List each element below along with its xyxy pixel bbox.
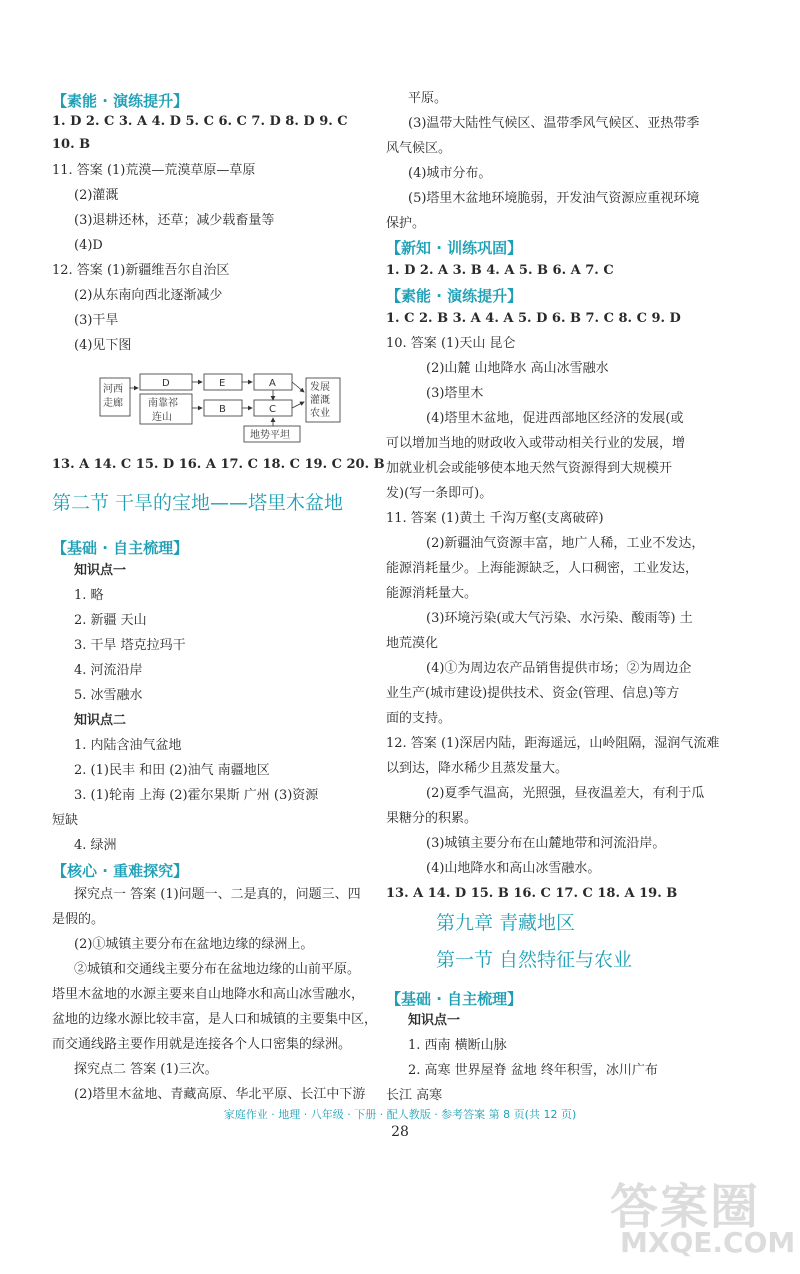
answer-line: 长江 高寒 [386, 1088, 443, 1103]
answer-line: (2)夏季气温高，光照强，昼夜温差大，有利于瓜 [426, 786, 705, 801]
answer-line: (3)退耕还林，还草；减少载畜量等 [74, 213, 275, 228]
box-label: 河西 [103, 384, 123, 395]
answer-line: 可以增加当地的财政收入或带动相关行业的发展，增 [386, 436, 686, 451]
answer-line: 探究点二 答案 (1)三次。 [74, 1062, 218, 1077]
chapter-title: 第九章 青藏地区 [436, 912, 576, 934]
watermark-url: MXQE.COM [620, 1226, 796, 1259]
answer-line: 探究点一 答案 (1)问题一、二是真的，问题三、四 [74, 887, 361, 902]
answer-line: (2)①城镇主要分布在盆地边缘的绿洲上。 [74, 937, 314, 952]
answer-line: 5. 冰雪融水 [74, 688, 143, 703]
answer-line: 2. (1)民丰 和田 (2)油气 南疆地区 [74, 763, 270, 778]
box-label: E [219, 378, 226, 389]
watermark-logo [600, 1168, 796, 1268]
answer-line: 以到达，降水稀少且蒸发量大。 [386, 761, 569, 776]
answer-line: 地荒漠化 [386, 636, 439, 651]
box-label: A [269, 378, 276, 389]
answer-line: 10. B [52, 137, 91, 152]
box-label: 农业 [310, 408, 330, 419]
answer-line: 1. C 2. B 3. A 4. A 5. D 6. B 7. C 8. C 9. D [386, 311, 681, 326]
page-footer: 家庭作业 · 地理 · 八年级 · 下册 · 配人教版 · 参考答案 第 8 页(共 12 页) [223, 1108, 577, 1121]
watermark-text: 答案圈 [610, 1179, 761, 1235]
answer-line: 10. 答案 (1)天山 昆仑 [386, 336, 516, 351]
box-label: C [269, 404, 276, 415]
answer-line: 4. 绿洲 [74, 838, 117, 853]
section-title: 第二节 干旱的宝地——塔里木盆地 [52, 492, 344, 514]
answer-line: 1. D 2. A 3. B 4. A 5. B 6. A 7. C [386, 263, 614, 278]
box-label: 南靠祁 [148, 398, 178, 409]
answer-line: 加就业机会或能够使本地天然气资源得到大规模开 [386, 461, 673, 476]
section-heading: 【新知 · 训练巩固】 [386, 239, 523, 257]
page-number: 28 [391, 1124, 409, 1140]
answer-line: (5)塔里木盆地环境脆弱，开发油气资源应重视环境 [408, 191, 700, 206]
section-heading: 【素能 · 演练提升】 [386, 287, 523, 305]
answer-line: 面的支持。 [386, 711, 452, 726]
answer-line: 11. 答案 (1)黄土 千沟万壑(支离破碎) [386, 511, 604, 526]
answer-line: (3)塔里木 [426, 386, 484, 401]
answer-line: ②城镇和交通线主要分布在盆地边缘的山前平原。 [74, 962, 361, 977]
answer-line: 是假的。 [52, 912, 105, 927]
answer-line: (2)山麓 山地降水 高山冰雪融水 [426, 361, 609, 376]
section-heading: 【基础 · 自主梳理】 [52, 539, 189, 557]
answer-line: (4)城市分布。 [408, 166, 492, 181]
box-label: 发展 [310, 382, 330, 393]
knowledge-point: 知识点一 [74, 563, 127, 578]
section-title: 第一节 自然特征与农业 [436, 949, 633, 971]
answer-line: (3)干旱 [74, 313, 119, 328]
answer-line: (3)环境污染(或大气污染、水污染、酸雨等) 土 [426, 611, 693, 626]
answer-line: 盆地的边缘水源比较丰富，是人口和城镇的主要集中区， [52, 1012, 378, 1027]
answer-line: 短缺 [52, 813, 79, 828]
answer-line: 能源消耗量少。上海能源缺乏，人口稠密，工业发达， [386, 561, 699, 576]
answer-line: 12. 答案 (1)深居内陆，距海遥远，山岭阻隔，湿润气流难 [386, 736, 720, 751]
answer-line: 11. 答案 (1)荒漠—荒漠草原—草原 [52, 163, 256, 178]
answer-line: (4)见下图 [74, 338, 132, 353]
box-label: 灌溉 [310, 395, 330, 406]
answer-line: (3)城镇主要分布在山麓地带和河流沿岸。 [426, 836, 666, 851]
answer-line: 业生产(城市建设)提供技术、资金(管理、信息)等方 [386, 686, 680, 701]
section-heading: 【素能 · 演练提升】 [52, 92, 189, 110]
answer-line: 而交通线路主要作用就是连接各个人口密集的绿洲。 [52, 1037, 352, 1052]
answer-line: 1. D 2. C 3. A 4. D 5. C 6. C 7. D 8. D 9. C [52, 114, 348, 129]
flow-diagram [48, 370, 348, 454]
answer-line: (4)D [74, 238, 103, 253]
box-label: 连山 [152, 412, 172, 423]
answer-line: 发)(写一条即可)。 [386, 486, 493, 501]
answer-line: (2)新疆油气资源丰富，地广人稀，工业不发达， [426, 536, 705, 551]
answer-line: (4)塔里木盆地，促进西部地区经济的发展(或 [426, 411, 684, 426]
answer-line: 3. (1)轮南 上海 (2)霍尔果斯 广州 (3)资源 [74, 788, 319, 803]
section-heading: 【核心 · 重难探究】 [52, 862, 189, 880]
answer-line: 13. A 14. D 15. B 16. C 17. C 18. A 19. B [386, 886, 678, 901]
answer-line: (3)温带大陆性气候区、温带季风气候区、亚热带季 [408, 116, 700, 131]
knowledge-point: 知识点一 [408, 1013, 461, 1028]
box-label: 走廊 [103, 398, 123, 409]
box-label: 地势平坦 [250, 430, 290, 441]
answer-line: 2. 高寒 世界屋脊 盆地 终年积雪，冰川广布 [408, 1063, 658, 1078]
answer-line: 2. 新疆 天山 [74, 613, 147, 628]
answer-line: 12. 答案 (1)新疆维吾尔自治区 [52, 263, 230, 278]
answer-line: 1. 西南 横断山脉 [408, 1038, 507, 1053]
answer-line: 能源消耗量大。 [386, 586, 478, 601]
answer-line: 3. 干旱 塔克拉玛干 [74, 638, 186, 653]
box-label: D [162, 378, 170, 389]
answer-line: 塔里木盆地的水源主要来自山地降水和高山冰雪融水， [52, 987, 365, 1002]
answer-line: 13. A 14. C 15. D 16. A 17. C 18. C 19. C 20. B [52, 457, 385, 472]
answer-line: (4)山地降水和高山冰雪融水。 [426, 861, 601, 876]
answer-line: (2)灌溉 [74, 188, 119, 203]
answer-line: 1. 略 [74, 588, 104, 603]
answer-line: (2)从东南向西北逐渐减少 [74, 288, 223, 303]
answer-line: 果糖分的积累。 [386, 811, 478, 826]
answer-line: 风气候区。 [386, 141, 452, 156]
box-label: B [219, 404, 226, 415]
answer-line: 保护。 [386, 216, 426, 231]
answer-line: 平原。 [408, 91, 448, 106]
answer-line: 4. 河流沿岸 [74, 663, 143, 678]
answer-line: 1. 内陆含油气盆地 [74, 738, 182, 753]
section-heading: 【基础 · 自主梳理】 [386, 990, 523, 1008]
knowledge-point: 知识点二 [74, 713, 127, 728]
answer-line: (4)①为周边农产品销售提供市场；②为周边企 [426, 661, 692, 676]
answer-line: (2)塔里木盆地、青藏高原、华北平原、长江中下游 [74, 1087, 366, 1102]
